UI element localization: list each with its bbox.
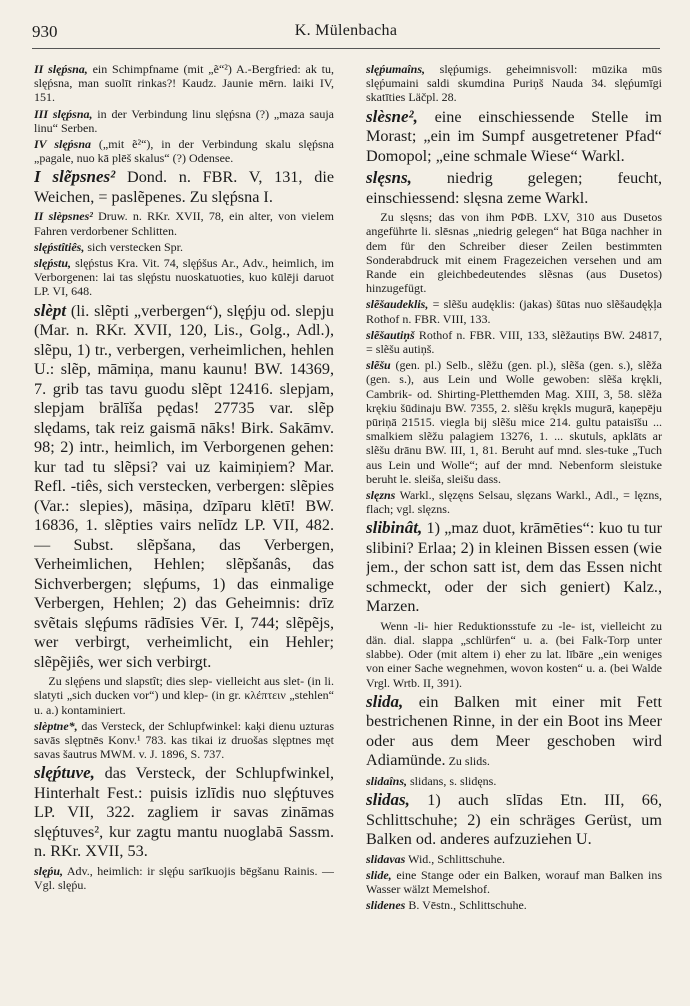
entry-definition: Adv., heimlich: ir slęṕu sarīkuojis bēgšanu Rainis. — Vgl. slęṕu. [34,863,334,893]
entry-definition: (li. slẽpti „verbergen“), slęṕju od. slepju (Mar. n. RKr. XVII, 120, Lis., Golg., Adl.), slẽpu, 1) tr., verbergen, verheimlichen, hehlen U.: slẽp, māmiņa, manu kaunu! BW. 14369, 7. grib tas tavu guodu slẽpt 12416. slepjam, slepjam brālīša pędas! 27735 var. slẽp slędams, tak reiz gaismā nāks! Birk. Sakāmv. 98; 2) intr., heimlich, im Verborgenen gehen: kur tad tu slẽpsi? vai uz kaimiņiem? Mar. Refl. -tiês, sich verstecken, verbergen: slẽpies (Var.: slepies), māsiņa, dzīparu klētī! BW. 16836, 1. slẽpties vairs nelīdz LP. VII, 482. — Subst. slẽpšana, das Verbergen, Verheimlichen, Hehlen; slẽpšanâs, das Sichverbergen; slęṕums, 1) das einmalige Verbergen, Hehlen; 2) das Geheimnis: drīz svẽtais slęṕums rādīsies Vēr. I, 744; slẽpẽjs, wer verbirgt, verheimlicht, ein Hehler; slẽpẽjiês, wer sich verbirgt. [34,301,334,671]
entry-definition: Druw. n. RKr. XVII, 78, ein alter, von vielem Fahren verdorbener Schlitten. [34,209,334,238]
entry-headword: slidavas [366,851,406,866]
dictionary-entry [366,358,662,486]
dictionary-entry [34,209,334,237]
entry-definition: 1) auch slīdas Etn. III, 66, Schlittschuhe; 2) ein schräges Gerüst, um Balken od. anderes aufzuziehen U. [366,791,662,849]
entry-headword: slęṕstîtiês, [34,239,85,254]
dictionary-entry [366,210,662,295]
entry-headword: slęṕtuve, [34,763,95,783]
entry-definition: in der Verbindung linu slęṕsna (?) „maza sauja linu“ Serben. [34,106,334,135]
dictionary-entry [34,107,334,135]
entry-headword: slide, [366,867,392,882]
left-column [34,62,334,982]
entry-headword: slèsne², [366,106,418,126]
dictionary-entry [366,619,662,690]
entry-headword: slẽšu [366,358,391,373]
entry-headword: slęṕumaîns, [366,62,426,76]
dictionary-entry [34,137,334,165]
dictionary-entry [34,763,334,862]
entry-headword: slèptne*, [34,718,78,733]
dictionary-entry [34,864,334,892]
entry-definition: slidans, s. slidęns. [407,773,497,788]
entry-definition: Dond. n. FBR. V, 131, die Weichen, = paslẽpenes. Zu slęṕsna I. [34,168,334,206]
dictionary-entry [366,868,662,896]
entry-definition: (gen. pl.) Selb., slẽžu (gen. pl.), slẽša (gen. s.), slẽža (gen. s.), aus Lein und Wolle gewoben: slẽša krękli, Cambrik- od. Shirting-Pletthemden Mag. XIII, 3, 58. slẽža krękiu šūdinaju BW. 7355, 2. slẽšu krękls mugurā, kaņepēju pūriņā 21515. viegla bij slẽšu mice 214. gultu pataisīšu ... smalkiem slẽžu palagiem 13276, 1. ... skutuls, apklāts ar slẽšu drānu BW. III, 1, 81. Beruht auf mnd. sles-tuke „Tuch aus Lein und Wolle“; auf der mnd. Nebenform sleistuke beruht le. sleiša, sleišu dass. [366,358,662,486]
entry-definition: 1) „maz duot, krāmēties“: kuo tu tur slibini? Erlaa; 2) in kleinen Bissen essen (wie jem., der schon satt ist, dem das Essen nicht schmeckt, oder der sich geniert) Kalz., Marzen. [366,519,662,616]
entry-definition: = slẽšu audęklis: (jakas) šūtas nuo slẽšaudęķļa Rothof n. FBR. VIII, 133. [366,297,662,326]
entry-headword: slęṕu, [34,863,64,878]
entry-headword: slidaîns, [366,773,408,788]
dictionary-entry [366,328,662,356]
dictionary-entry [366,168,662,208]
entry-definition: Wenn -li- hier Reduktionsstufe zu -le- ist, vielleicht zu dän. dial. slappa „schlürfen“ u. a. (bei Falk-Torp unter slabbe). Oder (mit altem i) eher zu lat. lībāre „ein weniges von einer Sache wegnehmen, wovon kosten“ u. a. (bei Walde Vrgl. Wrtb. II, 391). [366,618,662,690]
entry-definition: ein Balken mit einer mit Fett bestrichenen Rinne, in der ein Boot ins Meer oder aus dem Meer geschoben wird Adiamünde. [366,692,662,770]
entry-definition: Zu slęsns; das von ihm PΦB. LXV, 310 aus Dusetos angeführte li. slēsnas „niedrig gelegen“ hat Būga nachher in dem für den Schreiber dieser Zeilen bestimmten Sonderabdruck mit einem Fragezeichen versehen und am Rande ein gleichbedeutendes slẽsnas (aus Dusetos) hinzugefügt. [366,210,662,296]
entry-definition: B. Vēstn., Schlittschuhe. [405,898,527,913]
entry-definition: Warkl., slęzęns Selsau, slęzans Warkl., Adl., = lęzns, flach; vgl. slęzns. [366,487,662,517]
entry-headword: II slèpsnes² [34,209,93,224]
entry-headword: slęzns [366,487,396,502]
dictionary-entry [366,62,662,105]
entry-definition: Zu slęṕens und slapstît; dies slep- vielleicht aus slet- (in li. slatyti „sich ducken vor“) und klep- (in gr. κλέπτειν „stehlen“ u. a.) kontaminiert. [34,674,334,717]
entry-headword: slęṕstu, [34,256,72,271]
dictionary-entry [366,898,662,912]
entry-definition: eine einschiessende Stelle im Morast; „ein im Sumpf ausgetretener Pfad“ Domopol; „eine schmale Wiese“ Warkl. [366,107,662,165]
entry-headword: IV slęṕsna [34,137,92,152]
entry-definition: slęṕstus Kra. Vit. 74, slęṕšus Ar., Adv., heimlich, im Verborgenen: lai tas slęṕstu nuoskatuoties, kuo kūlēji daruot LP. VI, 648. [34,256,334,299]
entry-crossref: Zu slids. [445,754,490,769]
right-column [366,62,662,982]
entry-headword: slida, [366,691,404,711]
entry-headword: slibinât, [366,518,423,538]
entry-headword: slidenes [366,898,406,913]
dictionary-entry [34,256,334,299]
entry-headword: slèpt [34,300,67,320]
dictionary-entry [34,240,334,254]
dictionary-entry [34,167,334,207]
entry-headword: slidas, [366,790,410,810]
entry-definition: das Versteck, der Schlupfwinkel, Hinterhalt Fest.: puisis izlīdis nuo slęṕtuves LP. VII, 322. zagliem ir savas zināmas slęṕtuves², kur zagtu mantu nuoglabā Sassm. n. RKr. XVII, 53. [34,764,334,861]
dictionary-entry [366,692,662,772]
entry-headword: slẽšaudeklis, [366,297,429,312]
dictionary-entry [366,852,662,866]
entry-definition: das Versteck, der Schlupfwinkel: kaķi dienu uzturas savās slęptnēs Konv.¹ 783. kas tikai iz druošas slęptnes męt savas šautrus MWM. v. J. 1896, S. 737. [34,718,334,762]
dictionary-entry [366,518,662,617]
entry-definition: („mit ẽ²“), in der Verbindung skalu slęṕsna „pagale, nuo kā plēš skalus“ (?) Odensee. [34,137,334,166]
entry-headword: II slęṕsna, [34,62,88,76]
entry-definition: slęṕumigs. geheimnisvoll: mūzika mūs slęṕumaini saldi skumdina Puriņš Nauda 34. slęṕumīgi skatīties Läčpl. 28. [366,62,662,105]
dictionary-entry [366,790,662,850]
entry-headword: slẽšautiņš [366,327,415,342]
running-head: K. Mülenbacha [294,22,398,39]
entry-headword: I slẽpsnes² [34,167,116,187]
dictionary-entry [366,107,662,167]
entry-definition: ein Schimpfname (mit „ẽ“²) A.-Bergfried: ak tu, slęṕsna, man suolīt rinkas?! Kaudz. Jaunie mērn. laiki IV, 151. [34,62,334,105]
entry-headword: III slęṕsna, [34,106,93,121]
entry-definition: sich verstecken Spr. [84,239,183,254]
dictionary-entry [34,301,334,673]
entry-headword: slęsns, [366,168,412,188]
dictionary-entry [366,297,662,325]
page-number: 930 [32,22,58,41]
entry-definition: Wid., Schlittschuhe. [405,851,505,866]
dictionary-entry [34,62,334,105]
entry-definition: niedrig gelegen; feucht, einschiessend: slęsna zeme Warkl. [366,169,662,207]
entry-definition: eine Stange oder ein Balken, worauf man Balken ins Wasser wälzt Memelshof. [366,867,662,896]
dictionary-entry [366,488,662,516]
entry-definition: Rothof n. FBR. VIII, 133, slẽžautiņs BW. 24817, = slẽšu autiņš. [366,327,662,356]
dictionary-entry [366,774,662,788]
dictionary-entry [34,719,334,762]
dictionary-entry [34,674,334,717]
page-header [32,18,660,49]
